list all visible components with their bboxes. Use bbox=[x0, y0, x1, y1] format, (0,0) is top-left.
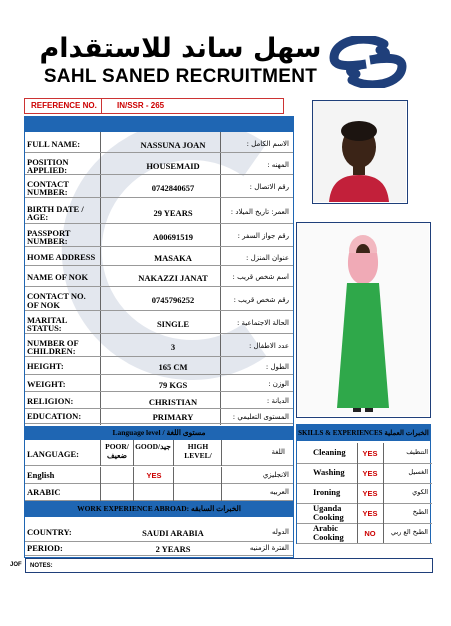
field-label-ar: رقم الاتصال : bbox=[249, 183, 289, 191]
field-label: CONTACT NO. OF NOK bbox=[27, 291, 86, 310]
divider bbox=[221, 484, 222, 501]
skill-value: YES bbox=[362, 489, 378, 498]
skill-value: YES bbox=[362, 469, 378, 478]
col-poor: POOR/ ضعيف bbox=[105, 442, 129, 460]
skills-table bbox=[296, 424, 431, 544]
skill-row bbox=[297, 443, 432, 464]
full-body-photo bbox=[296, 222, 431, 418]
skill-label-ar: التنظيف bbox=[406, 448, 428, 456]
field-value: 29 YEARS bbox=[153, 207, 193, 218]
language-header-bar bbox=[25, 426, 293, 440]
field-value: 0742840657 bbox=[151, 182, 195, 193]
field-value: HOUSEMAID bbox=[146, 160, 200, 171]
personal-row bbox=[25, 393, 293, 409]
language-name: ARABIC bbox=[27, 487, 61, 497]
language-row bbox=[25, 467, 293, 484]
field-label: NAME OF NOK bbox=[27, 271, 89, 282]
skill-label: Washing bbox=[313, 467, 345, 477]
skill-label-ar: الغسيل bbox=[408, 468, 428, 476]
personal-row bbox=[25, 312, 293, 334]
field-value: MASAKA bbox=[154, 253, 192, 263]
side-mark: JOF bbox=[10, 562, 22, 568]
skill-label-ar: الكوي bbox=[412, 488, 428, 496]
skill-row bbox=[297, 503, 432, 524]
reference-box bbox=[24, 98, 284, 114]
skill-row bbox=[297, 463, 432, 484]
personal-row bbox=[25, 176, 293, 198]
work-label: PERIOD: bbox=[27, 543, 63, 553]
skill-label: Ironing bbox=[313, 487, 341, 497]
table-header-bar bbox=[25, 117, 293, 132]
divider bbox=[383, 503, 384, 523]
personal-row bbox=[25, 249, 293, 266]
field-label-ar: المهنه : bbox=[267, 161, 289, 169]
work-value: SAUDI ARABIA bbox=[142, 528, 204, 538]
notes-box bbox=[25, 558, 433, 573]
personal-row bbox=[25, 335, 293, 357]
divider bbox=[173, 484, 174, 501]
divider bbox=[357, 503, 358, 523]
col-good: GOOD/جيد bbox=[135, 442, 171, 451]
field-label-ar: الديانة : bbox=[266, 397, 289, 405]
portrait-image bbox=[313, 101, 406, 202]
skill-label: Uganda Cooking bbox=[313, 503, 344, 522]
field-label-ar: العمر: تاريخ الميلاد : bbox=[230, 208, 289, 216]
personal-row bbox=[25, 409, 293, 424]
skill-label: Arabic Cooking bbox=[313, 523, 344, 542]
field-label-ar: اسم شخص قريب : bbox=[232, 273, 289, 281]
field-label-ar: الوزن : bbox=[268, 380, 289, 388]
divider bbox=[133, 484, 134, 501]
field-label-ar: الاسم الكامل : bbox=[246, 140, 289, 148]
divider bbox=[357, 443, 358, 463]
skill-label-ar: الطبخ الع ربي bbox=[390, 528, 428, 536]
col-high: HIGH LEVEL/ bbox=[184, 442, 212, 460]
field-label: POSITION APPLIED: bbox=[27, 156, 69, 175]
field-label: NUMBER OF CHILDREN: bbox=[27, 337, 79, 356]
field-label: HOME ADDRESS bbox=[27, 252, 96, 262]
field-value: SINGLE bbox=[156, 318, 190, 329]
work-header-bar bbox=[25, 501, 293, 517]
skill-value: YES bbox=[362, 449, 378, 458]
field-label: CONTACT NUMBER: bbox=[27, 178, 69, 197]
reference-label: REFERENCE NO. bbox=[31, 101, 97, 110]
field-value: NASSUNA JOAN bbox=[140, 139, 206, 150]
divider bbox=[383, 523, 384, 543]
personal-row bbox=[25, 288, 293, 311]
personal-row bbox=[25, 200, 293, 224]
full-body-image bbox=[297, 223, 429, 416]
personal-row bbox=[25, 135, 293, 153]
language-header: Language level / مستوى اللغة bbox=[112, 428, 206, 437]
language-ar: الانجليزي bbox=[262, 471, 289, 479]
field-value: 79 KGS bbox=[158, 379, 188, 390]
divider bbox=[221, 467, 222, 484]
field-label: PASSPORT NUMBER: bbox=[27, 227, 71, 246]
work-value: 2 YEARS bbox=[155, 544, 191, 554]
field-label-ar: رقم شخص قريب : bbox=[233, 295, 289, 304]
field-label-ar: عدد الاطفال : bbox=[248, 342, 289, 350]
field-label: EDUCATION: bbox=[27, 411, 82, 421]
work-row bbox=[25, 540, 293, 556]
field-label-ar: الحالة الاجتماعية : bbox=[236, 319, 289, 327]
col-lang-ar: اللغة bbox=[271, 448, 285, 456]
portrait-photo bbox=[312, 100, 408, 204]
skills-header: SKILLS & EXPERIENCES الخبرات العملية bbox=[298, 429, 429, 437]
field-value: NAKAZZI JANAT bbox=[138, 272, 208, 283]
field-value: PRIMARY bbox=[152, 412, 194, 422]
field-label-ar: المستوى التعليمي : bbox=[232, 412, 289, 421]
skill-value: YES bbox=[362, 509, 378, 518]
language-ar: العربيه bbox=[269, 488, 289, 496]
personal-row bbox=[25, 267, 293, 287]
work-row bbox=[25, 520, 293, 542]
language-good: YES bbox=[146, 471, 162, 480]
work-label-ar: الفترة الزمنيه bbox=[249, 544, 289, 552]
language-col-headers bbox=[25, 440, 293, 466]
language-name: English bbox=[27, 470, 55, 480]
personal-row bbox=[25, 358, 293, 375]
arabic-title: سهل ساند للاستقدام bbox=[39, 33, 322, 64]
divider bbox=[383, 443, 384, 463]
skill-label: Cleaning bbox=[313, 447, 346, 457]
notes-label: NOTES: bbox=[30, 563, 53, 569]
ss-logo-icon bbox=[326, 36, 410, 88]
field-value: 3 bbox=[170, 341, 176, 352]
work-label: COUNTRY: bbox=[27, 527, 72, 537]
work-header: WORK EXPERIENCE ABROAD: الخبرات السابقه bbox=[77, 504, 241, 513]
skills-header-bar bbox=[297, 425, 430, 441]
field-label-ar: الطول : bbox=[265, 362, 289, 371]
field-label-ar: رقم جواز السفر : bbox=[237, 232, 289, 240]
language-row bbox=[25, 484, 293, 501]
divider bbox=[357, 523, 358, 543]
field-label: RELIGION: bbox=[27, 395, 74, 406]
divider bbox=[357, 463, 358, 483]
english-title: SAHL SANED RECRUITMENT bbox=[43, 66, 318, 87]
field-value: CHRISTIAN bbox=[148, 396, 198, 407]
personal-row bbox=[25, 155, 293, 175]
field-label: MARITAL STATUS: bbox=[27, 314, 67, 333]
field-label: BIRTH DATE / AGE: bbox=[27, 203, 84, 222]
divider bbox=[383, 463, 384, 483]
divider bbox=[173, 467, 174, 484]
col-language: LANGUAGE: bbox=[27, 449, 79, 459]
divider bbox=[100, 467, 101, 484]
divider bbox=[383, 483, 384, 503]
field-label: HEIGHT: bbox=[27, 361, 64, 371]
divider bbox=[100, 484, 101, 501]
divider bbox=[133, 467, 134, 484]
skill-label-ar: الطبخ bbox=[412, 508, 428, 516]
work-label-ar: الدوله bbox=[271, 528, 289, 536]
field-value: 165 CM bbox=[158, 362, 188, 372]
skill-value: NO bbox=[364, 529, 376, 538]
field-label-ar: عنوان المنزل : bbox=[246, 253, 289, 262]
field-value: 0745796252 bbox=[151, 295, 195, 305]
divider bbox=[357, 483, 358, 503]
reference-value: IN/SSR - 265 bbox=[117, 101, 165, 110]
field-value: A00691519 bbox=[152, 231, 194, 242]
skill-row bbox=[297, 483, 432, 504]
skill-row bbox=[297, 523, 432, 544]
field-label: FULL NAME: bbox=[27, 138, 81, 149]
field-label: WEIGHT: bbox=[27, 378, 66, 389]
personal-row bbox=[25, 225, 293, 247]
personal-row bbox=[25, 376, 293, 392]
